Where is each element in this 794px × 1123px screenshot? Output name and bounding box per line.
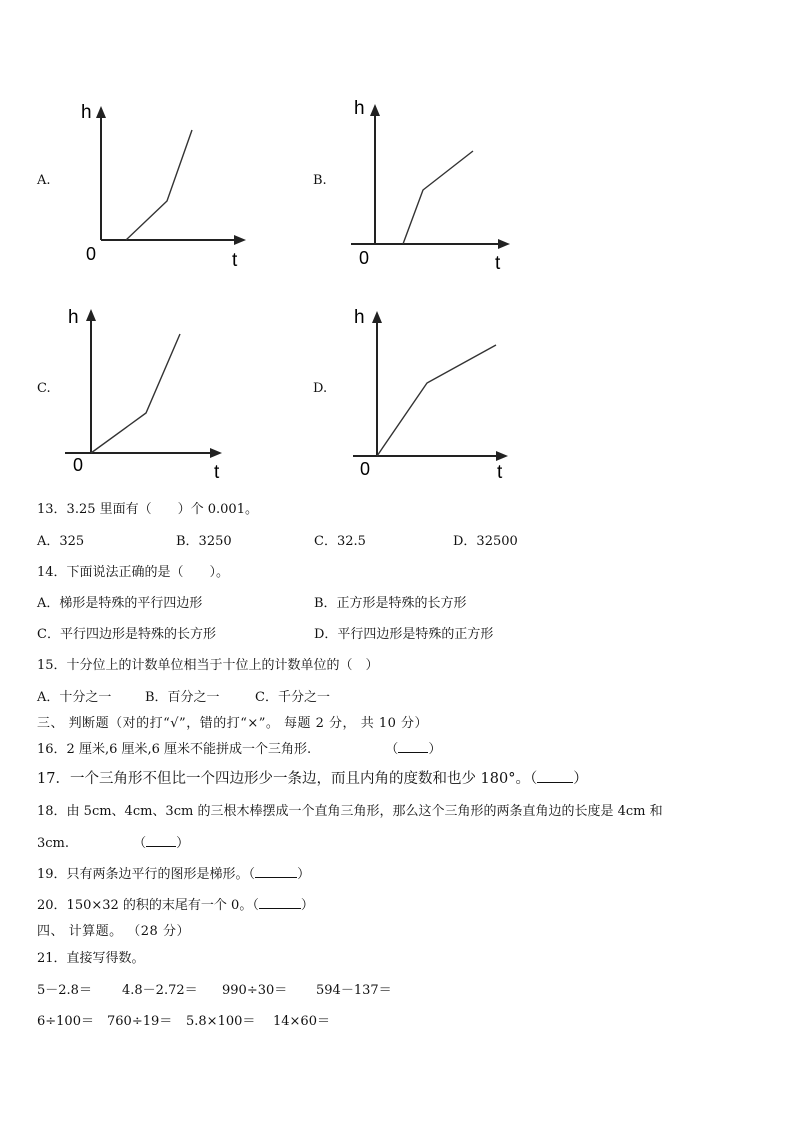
x-axis-arrow	[496, 451, 508, 461]
origin-label: 0	[359, 248, 370, 268]
q17: 17．一个三角形不但比一个四边形少一条边，而且内角的度数和也少 180°。（ ）	[37, 771, 588, 787]
q13-option-b: B．3250	[176, 534, 232, 549]
axis-label-h: h	[354, 98, 365, 119]
axis-label-t: t	[232, 250, 238, 271]
graph-line	[377, 345, 496, 456]
calc-item: 6÷100＝	[37, 1014, 94, 1029]
axis-label-t: t	[497, 462, 503, 483]
graph-a	[80, 98, 255, 271]
q14-option-c: C．平行四边形是特殊的长方形	[37, 627, 216, 642]
calc-item: 14×60＝	[273, 1014, 330, 1029]
q15-option-a: A．十分之一	[37, 690, 112, 705]
q16-text: 16．2 厘米,6 厘米,6 厘米不能拼成一个三角形.	[37, 742, 312, 757]
q16: 16．2 厘米,6 厘米,6 厘米不能拼成一个三角形. （ ）	[37, 742, 442, 757]
answer-blank[interactable]	[537, 770, 573, 783]
calc-item: 4.8－2.72＝	[122, 983, 198, 998]
origin-label: 0	[360, 459, 371, 479]
calc-item: 990÷30＝	[222, 983, 288, 998]
q17-text: 17．一个三角形不但比一个四边形少一条边，而且内角的度数和也少 180°。	[37, 771, 530, 787]
origin-label: 0	[73, 455, 84, 475]
answer-blank[interactable]	[146, 834, 176, 847]
axis-label-h: h	[81, 102, 92, 123]
x-axis-arrow	[234, 235, 246, 245]
q14-option-b: B．正方形是特殊的长方形	[314, 596, 467, 611]
answer-blank[interactable]	[398, 740, 428, 753]
graph-line	[91, 334, 180, 453]
q14-option-d: D．平行四边形是特殊的正方形	[314, 627, 494, 642]
q14-option-a: A．梯形是特殊的平行四边形	[37, 596, 203, 611]
x-axis-arrow	[210, 448, 222, 458]
x-axis-arrow	[498, 239, 510, 249]
q18-line2: 3cm. （ ）	[37, 836, 190, 851]
graph-c	[64, 303, 239, 483]
y-axis-arrow	[372, 311, 382, 323]
section-3-heading: 三、 判断题（对的打“√”，错的打“×”。 每题 2 分， 共 10 分）	[37, 716, 428, 731]
calc-item: 5.8×100＝	[186, 1014, 256, 1029]
q13-option-a: A．325	[37, 534, 85, 549]
q21-stem: 21．直接写得数。	[37, 951, 145, 966]
q15-stem: 15．十分位上的计数单位相当于十位上的计数单位的（ ）	[37, 658, 379, 673]
option-label-b: B.	[313, 173, 327, 188]
graph-line	[126, 130, 192, 240]
calc-item: 5－2.8＝	[37, 983, 92, 998]
q20-text: 20．150×32 的积的末尾有一个 0。	[37, 898, 253, 913]
axis-label-h: h	[68, 307, 79, 328]
section-4-heading: 四、 计算题。 （28 分）	[37, 924, 190, 939]
answer-blank[interactable]	[255, 865, 297, 878]
option-label-a: A.	[37, 173, 51, 188]
q15-option-c: C．千分之一	[255, 690, 330, 705]
q13-option-d: D．32500	[453, 534, 518, 549]
axis-label-t: t	[214, 462, 220, 483]
calc-item: 594－137＝	[316, 983, 392, 998]
graph-b	[350, 96, 525, 274]
q15-option-b: B．百分之一	[145, 690, 220, 705]
axis-label-t: t	[495, 253, 501, 274]
q13-stem: 13．3.25 里面有（ ）个 0.001。	[37, 502, 258, 517]
calc-item: 760÷19＝	[107, 1014, 173, 1029]
answer-blank[interactable]	[259, 896, 301, 909]
q18-line1: 18．由 5cm、4cm、3cm 的三根木棒摆成一个直角三角形，那么这个三角形的两条直角边的长度是 4cm 和	[37, 804, 663, 819]
origin-label: 0	[86, 244, 97, 264]
q19-text: 19．只有两条边平行的图形是梯形。	[37, 867, 249, 882]
graph-d	[350, 303, 525, 483]
q14-stem: 14．下面说法正确的是（ ）。	[37, 565, 230, 580]
q19: 19．只有两条边平行的图形是梯形。（ ）	[37, 867, 311, 882]
y-axis-arrow	[96, 106, 106, 118]
q13-option-c: C．32.5	[314, 534, 366, 549]
option-label-c: C.	[37, 381, 51, 396]
y-axis-arrow	[370, 104, 380, 116]
graph-line	[403, 151, 473, 244]
axis-label-h: h	[354, 307, 365, 328]
q20: 20．150×32 的积的末尾有一个 0。（ ）	[37, 898, 314, 913]
y-axis-arrow	[86, 309, 96, 321]
option-label-d: D.	[313, 381, 328, 396]
